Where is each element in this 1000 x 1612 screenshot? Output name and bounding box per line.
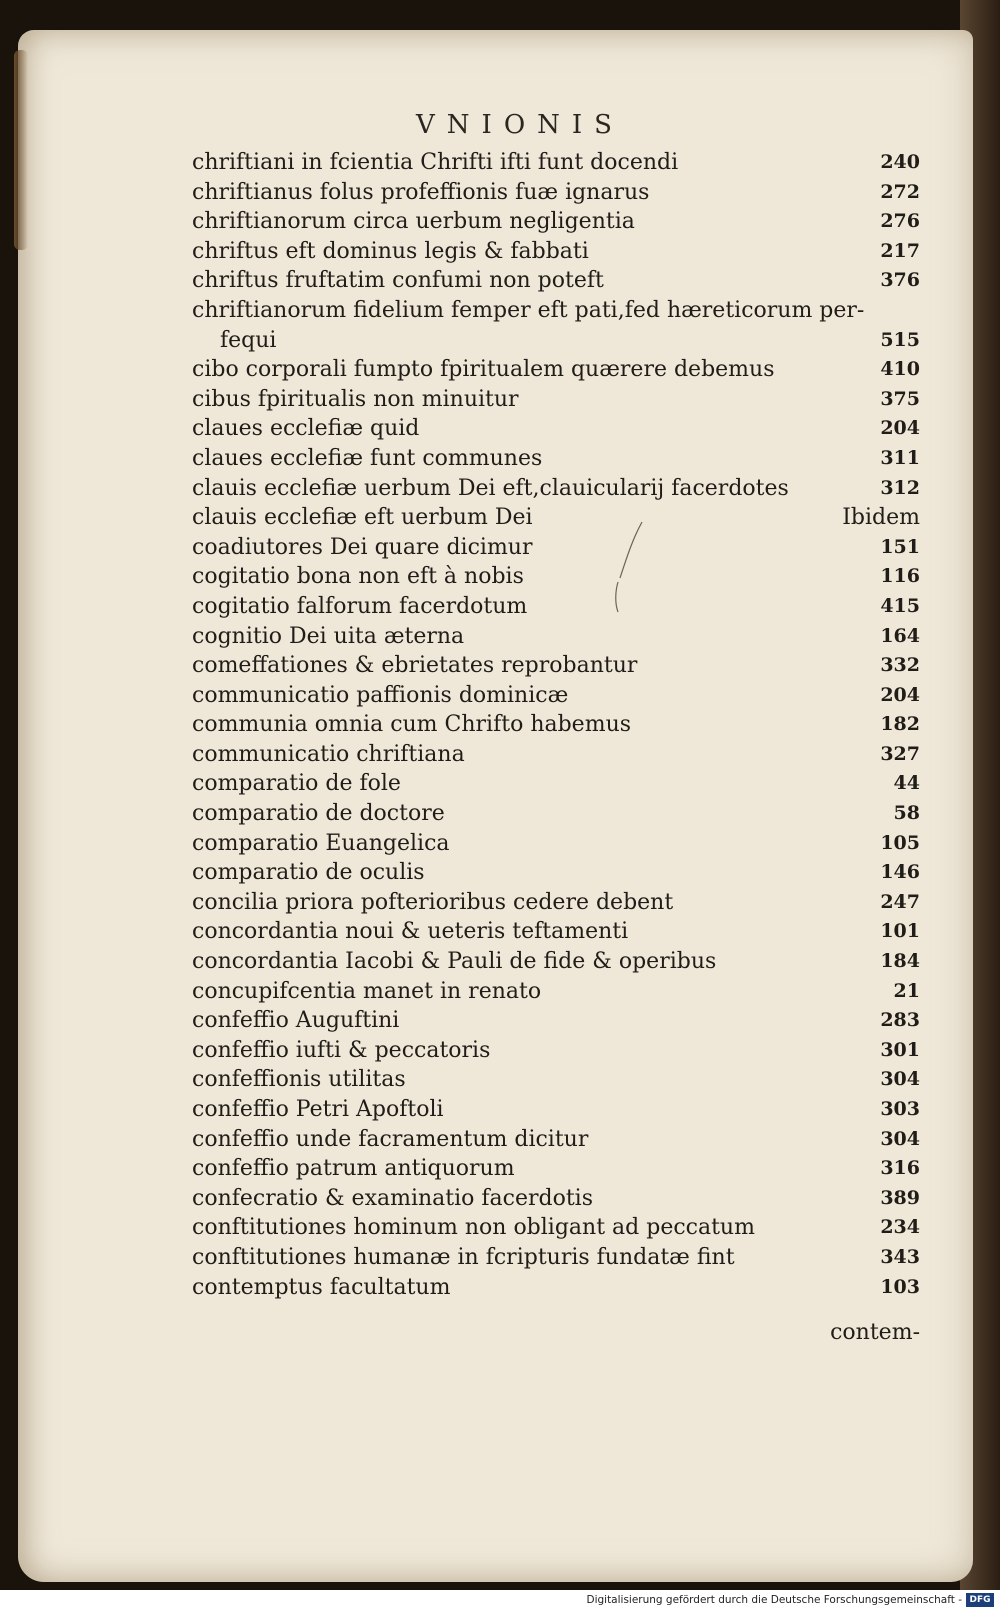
entry-text: confeffio patrum antiquorum [192,1156,515,1182]
entry-text: comparatio Euangelica [192,830,450,856]
entry-text: concordantia noui & ueteris teftamenti [192,919,629,945]
entry-page-number: 376 [880,269,920,292]
entry-page-number: 240 [880,151,920,173]
entry-text: conftitutiones hominum non obligant ad peccatum [192,1215,755,1241]
index-entry [192,681,920,711]
entry-page-number: 116 [880,565,920,588]
index-entry [192,1154,920,1184]
entry-text: comparatio de oculis [192,860,425,886]
entry-text: cibo corporali fumpto fpiritualem quærere debemus [192,357,775,383]
entry-text: cogitatio bona non eft à nobis [192,564,524,590]
index-entry [192,533,920,563]
entry-text: fequi [220,327,277,353]
index-entry [192,266,920,296]
entry-text: confecratio & examinatio facerdotis [192,1185,593,1211]
entry-page-number: 311 [880,446,920,469]
entry-text: claues ecclefiæ funt communes [192,445,543,471]
entry-page-number: 44 [893,772,920,795]
entry-text: confeffionis utilitas [192,1067,406,1093]
entry-page-number: 105 [880,831,920,854]
index-entries [192,148,920,1302]
index-entry [192,1036,920,1066]
entry-text: comparatio de doctore [192,801,445,827]
entry-text: contemptus facultatum [192,1274,451,1300]
index-entry [192,148,920,178]
entry-page-number: 103 [880,1275,920,1298]
entry-page-number: 410 [880,358,920,381]
entry-text: chriftianorum fidelium femper eft pati,fed hæreticorum per- [192,297,865,323]
entry-page-number: 217 [880,239,920,262]
index-entry [192,1273,920,1303]
entry-text: coadiutores Dei quare dicimur [192,534,533,560]
entry-text: communicatio paffionis dominicæ [192,682,569,708]
entry-page-number: 375 [880,387,920,410]
entry-page-number: 21 [893,979,920,1002]
entry-page-number: 301 [880,1038,920,1061]
entry-text: confeffio unde facramentum dicitur [192,1126,589,1152]
index-entry [192,651,920,681]
entry-text: clauis ecclefiæ eft uerbum Dei [192,505,533,531]
entry-page-number: 332 [880,654,920,677]
entry-text: chriftus eft dominus legis & fabbati [192,238,589,264]
index-entry [192,592,920,622]
index-entry [192,710,920,740]
entry-text: conftitutiones humanæ in fcripturis fundatæ fint [192,1244,735,1270]
index-entry [192,414,920,444]
entry-text: communicatio chriftiana [192,741,465,767]
index-entry [192,562,920,592]
index-entry [192,444,920,474]
index-entry [192,296,920,326]
index-entry [192,207,920,237]
entry-page-number: 146 [880,861,920,884]
digitization-footer [0,1590,1000,1612]
entry-text: comparatio de fole [192,771,401,797]
entry-page-number: 343 [880,1245,920,1268]
index-entry [192,1213,920,1243]
entry-text: communia omnia cum Chrifto habemus [192,712,632,738]
entry-page-number: 182 [880,713,920,736]
index-entry [192,474,920,504]
entry-page-number: 283 [880,1009,920,1032]
running-head: VNIONIS [416,110,624,140]
dfg-logo-icon: DFG [966,1593,994,1607]
entry-text: concilia priora pofterioribus cedere debent [192,889,674,915]
entry-page-number: 415 [880,594,920,617]
entry-page-number: 272 [880,180,920,203]
index-entry [192,1095,920,1125]
entry-text: chriftianorum circa uerbum negligentia [192,209,635,235]
entry-page-number: 304 [880,1068,920,1091]
entry-page-number: Ibidem [842,505,920,531]
entry-text: concupifcentia manet in renato [192,978,542,1004]
entry-page-number: 164 [880,624,920,647]
entry-text: confeffio Petri Apoftoli [192,1097,444,1122]
entry-text: concordantia Iacobi & Pauli de fide & operibus [192,949,717,975]
entry-page-number: 276 [880,210,920,233]
entry-text: confeffio Auguftini [192,1008,400,1034]
index-entry [192,947,920,977]
footer-credit: Digitalisierung gefördert durch die Deutsche Forschungsgemeinschaft - [586,1594,962,1606]
entry-page-number: 204 [880,417,920,440]
entry-text: cognitio Dei uita æterna [192,623,465,649]
entry-text: comeffationes & ebrietates reprobantur [192,653,638,679]
index-entry [192,1006,920,1036]
index-entry [192,829,920,859]
entry-page-number: 184 [880,950,920,973]
index-entry [192,1065,920,1095]
entry-text: cogitatio falforum facerdotum [192,593,528,619]
index-entry [192,858,920,888]
index-entry [192,503,920,533]
entry-text: confeffio iufti & peccatoris [192,1037,491,1063]
entry-page-number: 58 [893,802,920,825]
index-entry [192,178,920,208]
index-entry [192,1184,920,1214]
entry-page-number: 234 [880,1216,920,1239]
entry-page-number: 389 [880,1186,920,1209]
index-entry [192,769,920,799]
index-entry [192,1243,920,1273]
index-entry [192,799,920,829]
index-entry [192,622,920,652]
index-entry [192,385,920,415]
entry-page-number: 304 [880,1127,920,1150]
entry-text: clauis ecclefiæ uerbum Dei eft,clauicularij facerdotes [192,475,789,501]
entry-page-number: 327 [880,742,920,765]
entry-page-number: 151 [880,535,920,558]
entry-page-number: 515 [880,328,920,351]
index-entry [192,977,920,1007]
entry-text: chriftus fruftatim confumi non poteft [192,268,604,294]
entry-page-number: 312 [880,476,920,499]
entry-text: cibus fpiritualis non minuitur [192,386,519,412]
entry-text: chriftianus folus profeffionis fuæ ignarus [192,179,650,205]
index-entry [192,1125,920,1155]
entry-page-number: 316 [880,1157,920,1180]
entry-text: claues ecclefiæ quid [192,416,420,442]
entry-page-number: 204 [880,683,920,706]
catchword: contem- [830,1320,920,1345]
index-entry [192,237,920,267]
page-edge-shadow [14,50,28,250]
index-entry [192,888,920,918]
index-entry [192,355,920,385]
index-entry [192,326,920,356]
index-entry [192,917,920,947]
entry-page-number: 247 [880,890,920,913]
entry-text: chriftiani in fcientia Chrifti ifti funt docendi [192,150,679,175]
index-entry [192,740,920,770]
pencil-mark [612,520,652,620]
entry-page-number: 303 [880,1098,920,1120]
entry-page-number: 101 [880,920,920,943]
